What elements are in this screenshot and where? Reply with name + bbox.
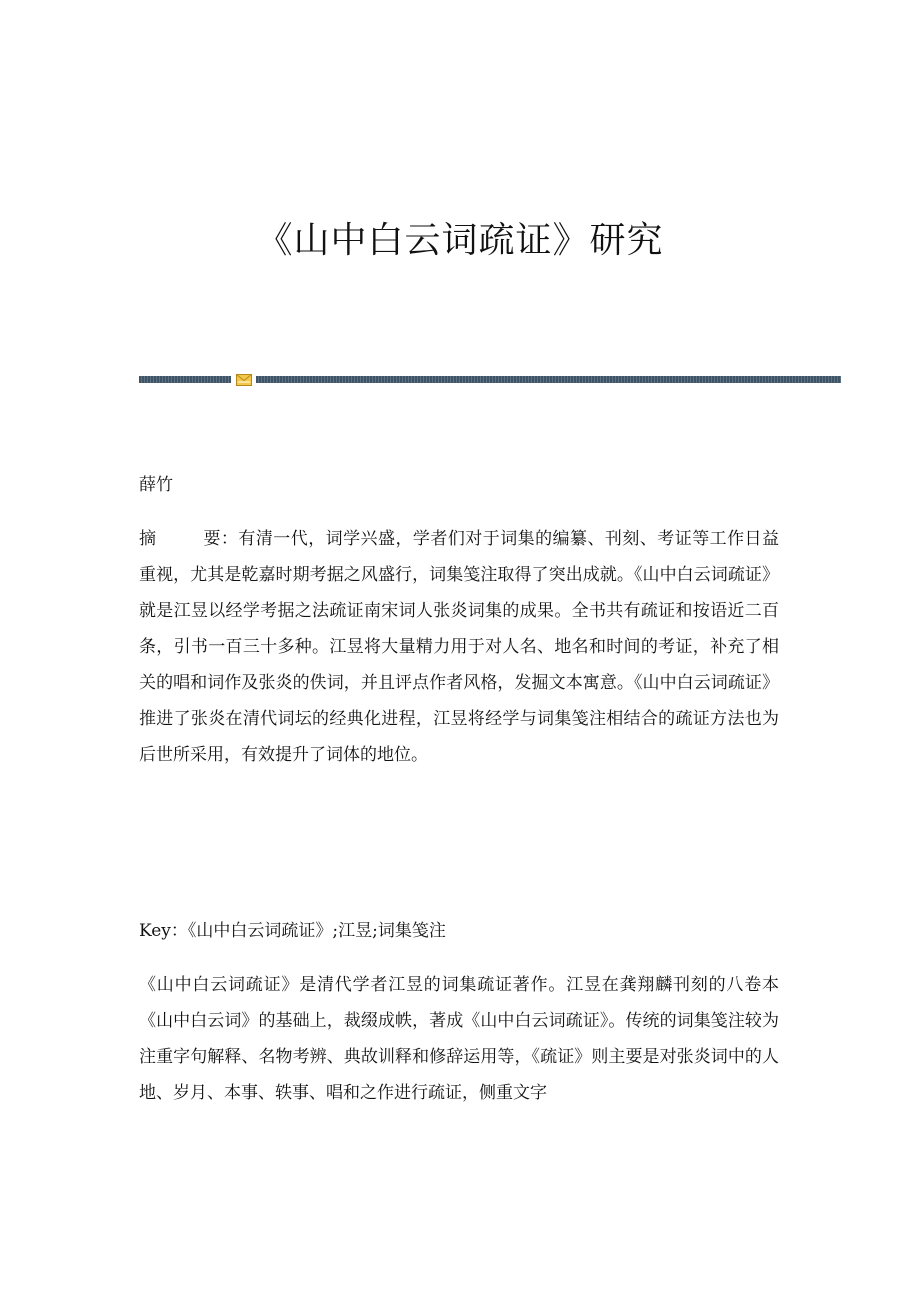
author-name: 薛竹	[139, 475, 173, 495]
title-divider	[139, 374, 841, 386]
document-title: 《山中白云词疏证》研究	[256, 220, 664, 261]
abstract-label-first: 摘	[139, 529, 156, 549]
abstract-paragraph	[139, 521, 779, 773]
abstract-label-second: 要：	[203, 529, 239, 549]
envelope-icon	[236, 374, 252, 386]
keywords-line: Key：《山中白云词疏证》;江昱;词集笺注	[139, 921, 446, 941]
divider-bar-right	[256, 376, 841, 383]
body-paragraph: 《山中白云词疏证》是清代学者江昱的词集疏证著作。江昱在龚翔麟刊刻的八卷本《山中白云词》的基础上，裁缀成帙，著成《山中白云词疏证》。传统的词集笺注较为注重字句解释、名物考辨、典故训释和修辞运用等，《疏证》则主要是对张炎词中的人地、岁月、本事、轶事、唱和之作进行疏证，侧重文字	[139, 975, 779, 1103]
abstract-text: 有清一代，词学兴盛，学者们对于词集的编纂、刊刻、考证等工作日益重视，尤其是乾嘉时期考据之风盛行，词集笺注取得了突出成就。《山中白云词疏证》就是江昱以经学考据之法疏证南宋词人张炎词集的成果。全书共有疏证和按语近二百条，引书一百三十多种。江昱将大量精力用于对人名、地名和时间的考证，补充了相关的唱和词作及张炎的佚词，并且评点作者风格，发掘文本寓意。《山中白云词疏证》推进了张炎在清代词坛的经典化进程，江昱将经学与词集笺注相结合的疏证方法也为后世所采用，有效提升了词体的地位。	[139, 529, 780, 765]
divider-bar-left	[139, 376, 231, 383]
